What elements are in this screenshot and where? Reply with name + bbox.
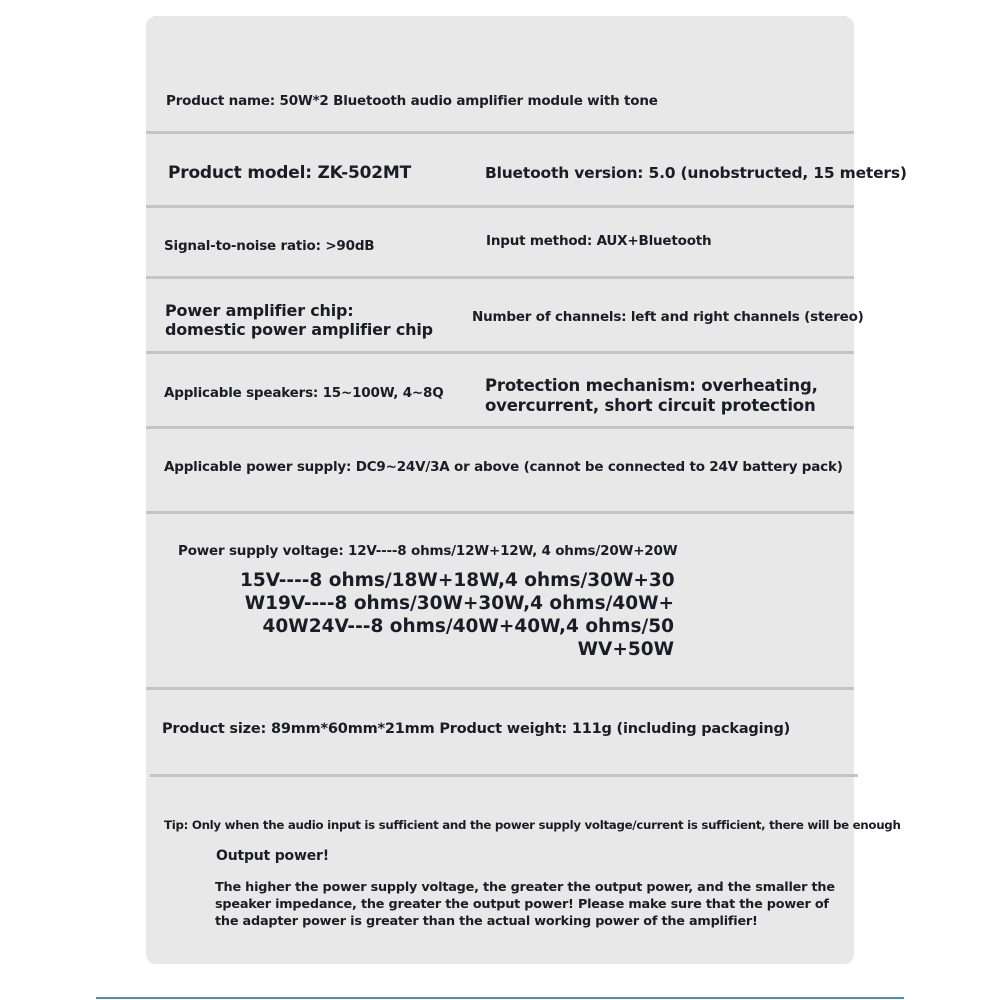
power-supply-voltage: Power supply voltage: 12V----8 ohms/12W+12W, 4 ohms/20W+20W (178, 543, 678, 559)
applicable-power-supply: Applicable power supply: DC9~24V/3A or above (cannot be connected to 24V battery pack) (164, 459, 843, 475)
channel-count: Number of channels: left and right channels (stereo) (472, 309, 864, 325)
signal-to-noise: Signal-to-noise ratio: >90dB (164, 238, 375, 254)
row-divider (146, 511, 854, 514)
row-divider (146, 351, 854, 354)
amplifier-chip: Power amplifier chip: domestic power amplifier chip (165, 301, 433, 340)
bluetooth-version: Bluetooth version: 5.0 (unobstructed, 15 meters) (485, 164, 907, 182)
tip-text: Tip: Only when the audio input is sufficient and the power supply voltage/current is sufficient, there will be enough (164, 818, 901, 832)
output-power-label: Output power! (216, 848, 329, 864)
voltage-output-line: WV+50W (577, 639, 674, 660)
row-divider (146, 276, 854, 279)
row-divider (146, 426, 854, 429)
row-divider (146, 687, 854, 690)
voltage-output-line: W19V----8 ohms/30W+30W,4 ohms/40W+ (244, 593, 674, 614)
power-note: The higher the power supply voltage, the greater the output power, and the smaller the speaker impedance, the greater the output power! Please make sure that the power of the adapter power is greater than the actual working power of the amplifier! (215, 880, 835, 929)
input-method: Input method: AUX+Bluetooth (486, 233, 712, 249)
bottom-rule (96, 997, 904, 999)
applicable-speakers: Applicable speakers: 15~100W, 4~8Q (164, 385, 444, 401)
row-divider (146, 131, 854, 134)
protection-mechanism: Protection mechanism: overheating, overcurrent, short circuit protection (485, 376, 818, 415)
voltage-output-line: 15V----8 ohms/18W+18W,4 ohms/30W+30 (240, 570, 675, 591)
row-divider (146, 205, 854, 208)
size-weight: Product size: 89mm*60mm*21mm Product weight: 111g (including packaging) (162, 721, 791, 737)
product-model: Product model: ZK-502MT (168, 163, 412, 183)
product-name: Product name: 50W*2 Bluetooth audio amplifier module with tone (166, 93, 658, 109)
voltage-output-line: 40W24V---8 ohms/40W+40W,4 ohms/50 (262, 616, 674, 637)
voltage-output-table (240, 569, 674, 661)
row-divider (150, 774, 858, 777)
